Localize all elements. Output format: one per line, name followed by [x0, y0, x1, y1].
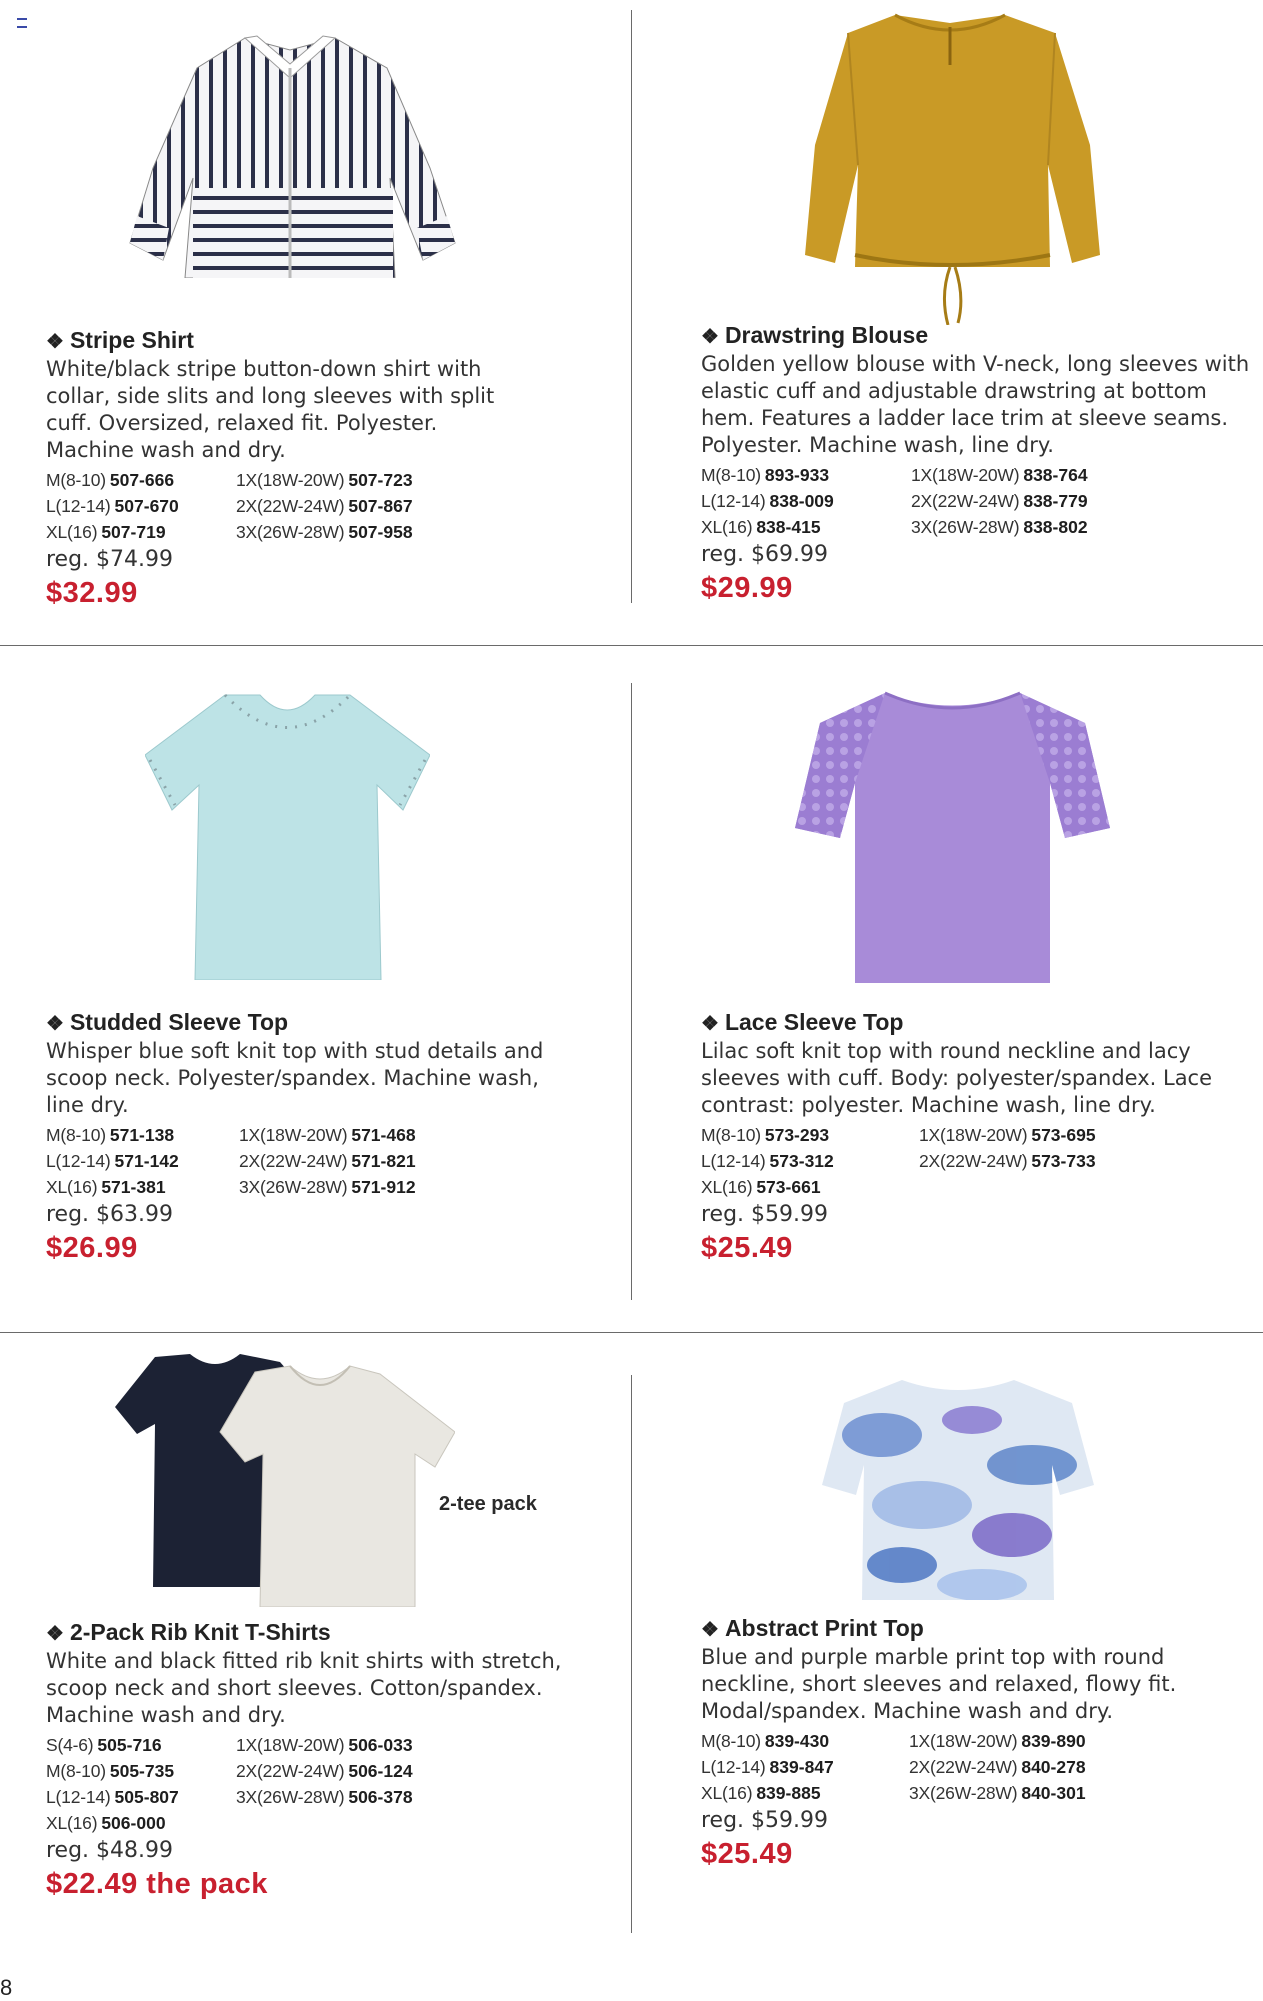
- size-grid: [46, 1732, 636, 1836]
- diamond-bullet-icon: ❖: [701, 1013, 719, 1035]
- sale-price: $29.99: [701, 572, 793, 604]
- size-option: XL(16) 507-719: [46, 522, 166, 542]
- abstract-print-top-photo[interactable]: [822, 1375, 1094, 1600]
- corner-mark-icon: [17, 18, 27, 28]
- size-option: 2X(22W-24W) 571-821: [239, 1151, 416, 1171]
- regular-price: reg. $48.99: [46, 1838, 174, 1863]
- regular-price: reg. $59.99: [701, 1808, 829, 1833]
- size-option: M(8-10) 573-293: [701, 1125, 830, 1145]
- rib-knit-tshirts-photo[interactable]: [115, 1352, 455, 1607]
- size-option: XL(16) 573-661: [701, 1177, 821, 1197]
- lace-sleeve-top-photo[interactable]: [795, 688, 1110, 983]
- product-description: White/black stripe button-down shirt with collar, side slits and long sleeves with split cuff. Oversized, relaxed fit. Polyester. Machine wash and dry.: [46, 357, 495, 462]
- size-option: 1X(18W-20W) 839-890: [909, 1731, 1086, 1751]
- product-title: ❖ Lace Sleeve Top: [701, 1009, 904, 1035]
- size-option: XL(16) 839-885: [701, 1783, 821, 1803]
- size-grid: [701, 1728, 1263, 1806]
- product-stripe-shirt: [46, 326, 636, 611]
- product-title: ❖ 2-Pack Rib Knit T-Shirts: [46, 1619, 331, 1645]
- divider-horizontal-1: [0, 645, 1263, 646]
- size-grid: [46, 1122, 636, 1200]
- sale-price: $25.49: [701, 1838, 793, 1870]
- size-option: 3X(26W-28W) 506-378: [236, 1787, 413, 1807]
- regular-price: reg. $59.99: [701, 1202, 829, 1227]
- sale-price: $22.49 the pack: [46, 1868, 268, 1900]
- regular-price: reg. $63.99: [46, 1202, 174, 1227]
- size-grid: [701, 462, 1263, 540]
- product-description: Golden yellow blouse with V-neck, long sleeves with elastic cuff and adjustable drawstring at bottom hem. Features a ladder lace trim at sleeve seams. Polyester. Machine wash, line dry.: [701, 352, 1250, 457]
- pack-tag: 2-tee pack: [439, 1493, 537, 1515]
- size-option: S(4-6) 505-716: [46, 1735, 162, 1755]
- stripe-shirt-photo[interactable]: [125, 28, 460, 278]
- size-grid: [701, 1122, 1263, 1200]
- divider-horizontal-2: [0, 1332, 1263, 1333]
- size-option: M(8-10) 893-933: [701, 465, 830, 485]
- size-option: XL(16) 571-381: [46, 1177, 166, 1197]
- size-option: L(12-14) 507-670: [46, 496, 179, 516]
- size-option: 2X(22W-24W) 840-278: [909, 1757, 1086, 1777]
- size-option: XL(16) 506-000: [46, 1813, 166, 1833]
- size-option: 2X(22W-24W) 838-779: [911, 491, 1088, 511]
- size-option: 1X(18W-20W) 573-695: [919, 1125, 1096, 1145]
- size-option: M(8-10) 571-138: [46, 1125, 175, 1145]
- product-drawstring-blouse: [701, 321, 1263, 606]
- size-option: 1X(18W-20W) 838-764: [911, 465, 1088, 485]
- diamond-bullet-icon: ❖: [701, 1619, 719, 1641]
- diamond-bullet-icon: ❖: [701, 326, 719, 348]
- product-description: Blue and purple marble print top with round neckline, short sleeves and relaxed, flowy fit. Modal/spandex. Machine wash and dry.: [701, 1645, 1177, 1723]
- size-option: L(12-14) 505-807: [46, 1787, 179, 1807]
- size-option: 2X(22W-24W) 507-867: [236, 496, 413, 516]
- size-option: 3X(26W-28W) 840-301: [909, 1783, 1086, 1803]
- studded-sleeve-top-photo[interactable]: [145, 690, 430, 980]
- sale-price: $32.99: [46, 577, 138, 609]
- size-grid: [46, 467, 636, 545]
- size-option: M(8-10) 505-735: [46, 1761, 175, 1781]
- size-option: [236, 1810, 496, 1836]
- size-option: 1X(18W-20W) 507-723: [236, 470, 413, 490]
- regular-price: reg. $74.99: [46, 547, 174, 572]
- size-option: [919, 1174, 1179, 1200]
- size-option: L(12-14) 838-009: [701, 491, 834, 511]
- size-option: M(8-10) 839-430: [701, 1731, 830, 1751]
- size-option: 3X(26W-28W) 838-802: [911, 517, 1088, 537]
- product-title: ❖ Studded Sleeve Top: [46, 1009, 289, 1035]
- diamond-bullet-icon: ❖: [46, 1013, 64, 1035]
- size-option: L(12-14) 573-312: [701, 1151, 834, 1171]
- size-option: 2X(22W-24W) 573-733: [919, 1151, 1096, 1171]
- size-option: L(12-14) 571-142: [46, 1151, 179, 1171]
- size-option: M(8-10) 507-666: [46, 470, 175, 490]
- product-title: ❖ Stripe Shirt: [46, 327, 194, 353]
- size-option: 1X(18W-20W) 571-468: [239, 1125, 416, 1145]
- product-abstract-print-top: [701, 1614, 1263, 1872]
- product-description: White and black fitted rib knit shirts with stretch, scoop neck and short sleeves. Cotton/spandex. Machine wash and dry.: [46, 1649, 562, 1727]
- sale-price: $26.99: [46, 1232, 138, 1264]
- page-number: 8: [0, 1975, 13, 2000]
- product-title: ❖ Drawstring Blouse: [701, 322, 929, 348]
- size-option: 2X(22W-24W) 506-124: [236, 1761, 413, 1781]
- product-lace-sleeve-top: [701, 1008, 1263, 1266]
- size-option: XL(16) 838-415: [701, 517, 821, 537]
- product-description: Whisper blue soft knit top with stud details and scoop neck. Polyester/spandex. Machine wash, line dry.: [46, 1039, 544, 1117]
- size-option: 3X(26W-28W) 571-912: [239, 1177, 416, 1197]
- size-option: 3X(26W-28W) 507-958: [236, 522, 413, 542]
- regular-price: reg. $69.99: [701, 542, 829, 567]
- sale-price: $25.49: [701, 1232, 793, 1264]
- product-studded-sleeve-top: [46, 1008, 636, 1266]
- diamond-bullet-icon: ❖: [46, 331, 64, 353]
- product-description: Lilac soft knit top with round neckline and lacy sleeves with cuff. Body: polyester/spandex. Lace contrast: polyester. Machine wash, line dry.: [701, 1039, 1213, 1117]
- product-rib-knit-tshirts: [46, 1618, 636, 1902]
- size-option: 1X(18W-20W) 506-033: [236, 1735, 413, 1755]
- product-title: ❖ Abstract Print Top: [701, 1615, 924, 1641]
- drawstring-blouse-photo[interactable]: [800, 5, 1105, 325]
- size-option: L(12-14) 839-847: [701, 1757, 834, 1777]
- diamond-bullet-icon: ❖: [46, 1623, 64, 1645]
